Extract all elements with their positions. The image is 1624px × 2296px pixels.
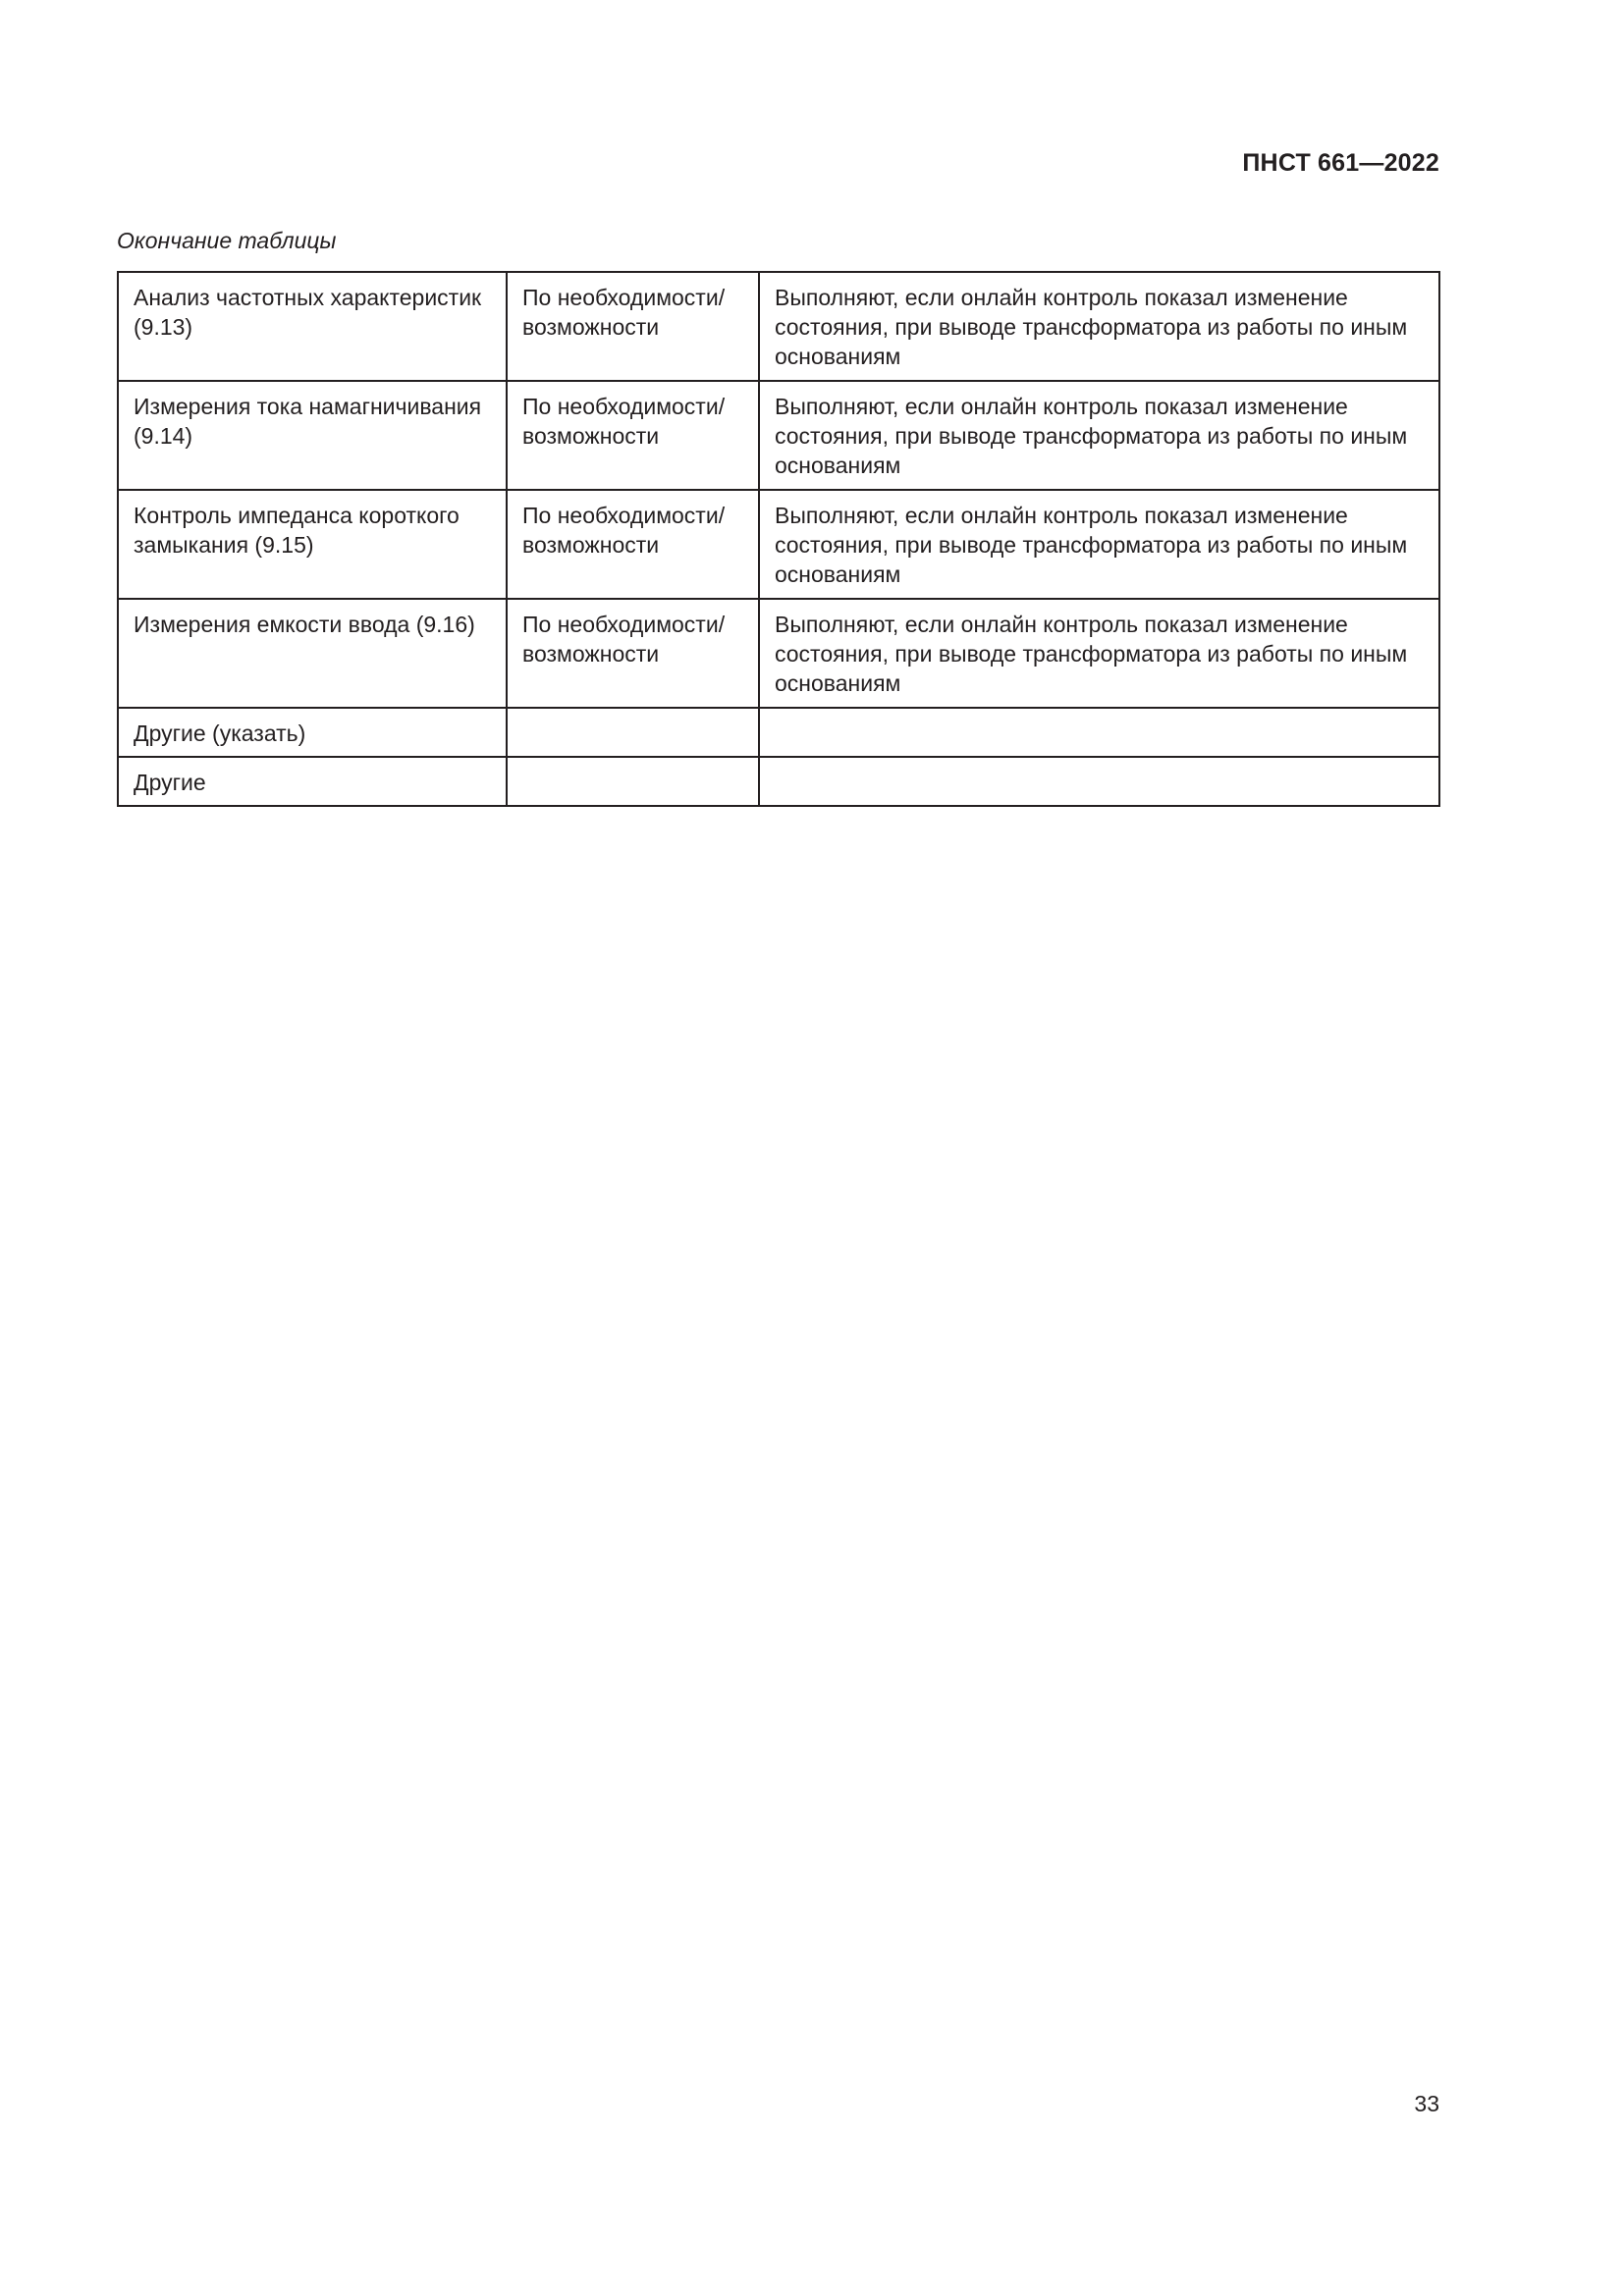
page-number: 33: [1414, 2091, 1439, 2116]
cell-method: Другие: [118, 757, 507, 806]
document-code: ПНСТ 661—2022: [1242, 149, 1439, 177]
table-row: [118, 381, 1439, 490]
cell-note: [759, 757, 1439, 806]
cell-method: Другие (указать): [118, 708, 507, 757]
table-caption: Окончание таблицы: [117, 228, 337, 253]
cell-note: Выполняют, если онлайн контроль показал изменение состояния, при выводе трансформатора из работы по иным основаниям: [759, 272, 1439, 381]
cell-method: Контроль импеданса короткого замыкания (9.15): [118, 490, 507, 599]
cell-periodicity: По необходимости/ возможности: [507, 490, 759, 599]
cell-periodicity: По необходимости/ возможности: [507, 599, 759, 708]
cell-method: Измерения тока намагничивания (9.14): [118, 381, 507, 490]
table-row: [118, 272, 1439, 381]
cell-method: Анализ частотных характеристик (9.13): [118, 272, 507, 381]
inspection-table: [117, 271, 1440, 807]
cell-note: Выполняют, если онлайн контроль показал изменение состояния, при выводе трансформатора из работы по иным основаниям: [759, 490, 1439, 599]
cell-periodicity: По необходимости/ возможности: [507, 272, 759, 381]
cell-periodicity: [507, 708, 759, 757]
table-row: [118, 708, 1439, 757]
table-row: [118, 599, 1439, 708]
table-row: [118, 757, 1439, 806]
cell-note: [759, 708, 1439, 757]
cell-periodicity: [507, 757, 759, 806]
cell-method: Измерения емкости ввода (9.16): [118, 599, 507, 708]
cell-note: Выполняют, если онлайн контроль показал изменение состояния, при выводе трансформатора из работы по иным основаниям: [759, 599, 1439, 708]
cell-note: Выполняют, если онлайн контроль показал изменение состояния, при выводе трансформатора из работы по иным основаниям: [759, 381, 1439, 490]
cell-periodicity: По необходимости/ возможности: [507, 381, 759, 490]
table-row: [118, 490, 1439, 599]
